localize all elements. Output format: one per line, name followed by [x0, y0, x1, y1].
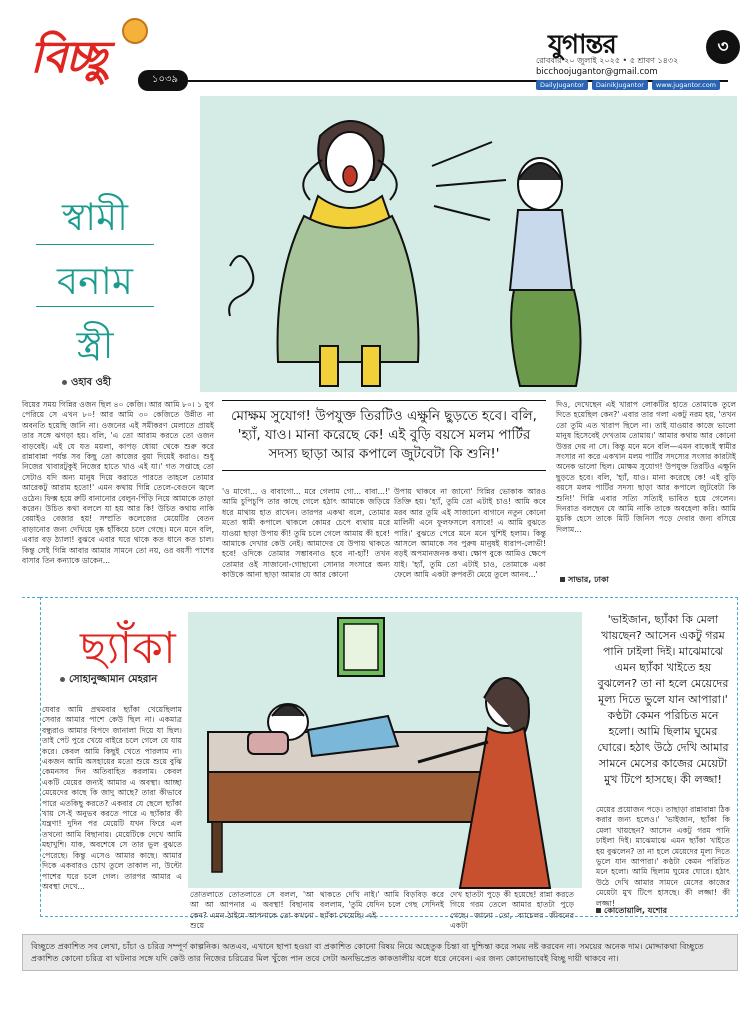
- masthead: [0, 0, 753, 92]
- story2-title: ছ্যাঁকা: [80, 623, 176, 674]
- cartoon-drawing: [200, 96, 737, 392]
- story1-pull-quote: মোক্ষম সুযোগ! উপযুক্ত তিরটিও এক্ষুনি ছুড়তে হবে। বলি, 'হ্যাঁ, যাও। মানা করেছে কে! এই বুড়ি বয়সে মলম পার্টির সদস্য ছাড়া আর কপালে জুটবেটা কি শুনি!': [222, 400, 546, 471]
- bullet-icon: [60, 677, 65, 682]
- story2-column-4: দেখ হাতটা পুড়ে কী হয়েছে! রান্না করতে গিয়ে গরম তেলে আমার হাতটা পুড়ে গেছে। জানো তো, ব্যাচেলর জীবনের একটা: [450, 890, 574, 931]
- facebook-link[interactable]: DailyJugantor: [536, 80, 588, 90]
- story1-column-4: দিও, দেখেছেন এই খারাপ লোকটির হাতে তোমাকে তুলে দিতে হয়েছিল কেন?' এবার তার গলা একটু নরম হয়, 'তখন তো তুমি এত খারাপ ছিলে না। তাই যাওয়ার কাজে ভালো মানুষ হিসেবেই দেখতাম তোমায়।' আমার কথায় আর কোনো উত্তর দেয় না সে। কিন্তু মনে মনে বলি—এমন বাক্যেই স্বামীর সংসার না করে একখান মলম পার্টির সদস্যের সংসার কারটাই অনেক ভালো ছিল। মোক্ষম সুযোগ! উপযুক্ত তিরটিও এক্ষুনি ছুড়তে হবে। বলি, 'হ্যাঁ, যাও। মানা করেছে কে! এই বুড়ি বয়সে মলম পার্টির সদস্য ছাড়া আর কপালে জুটবেটা কি শুনি!' গিন্নি এবার সত্যি সত্যিই ভাবিত হয়ে গেলেন। দিনরাত বলছেন যে আমি নাকি তাকে অবহেলা করি। আমি মুচকি হেসে তাকে মিটি জিনিস পড়ে দেবার জন্য বসিয়ে দিলাম...: [556, 400, 736, 534]
- story1-title-word-3: স্ত্রী: [76, 323, 114, 367]
- square-bullet-icon: [596, 908, 601, 913]
- newspaper-logo[interactable]: যুগান্তর: [548, 30, 616, 60]
- story1-column-3: উপায় থাকবে না জানো' গিন্নির ভোকাক আরও তিক্তি হয়। 'হ্যাঁ, তুমি তো এটাই চাও! আমি কবে মরব আর তুমি এই সাজানো বাগানে নতুন কোনো মালিনী এনে ফুলফসলে বসাবে! এ আমি বুঝতে পারি।' বুঝতে পেরে মনে মনে খুশিই হলাম। কিন্তু আসলে আমাকে সব পুরুষ মানুষই ধারাপ-লোভী! বড়ই অপমানজনক কথা। ক্ষোপ বুকে আমিও ক্ষেপে যাই। 'হ্যাঁ, তুমি তো এটাই চাও, তোমাকে একা ফেলে আমি একটা রুপবতী মেয়ে তুলে আনব...': [394, 487, 546, 580]
- title-divider: [36, 306, 154, 307]
- story2-byline: [60, 672, 157, 689]
- story2-column-2: তোতলাতে তোতলাতে সে বলল, 'আ আ আ আপনার এ অবস্থা! বিছানায় কেন? এমন ঠাইমে আপনাকে তো কখনো শুয়ে: [190, 890, 314, 931]
- story2-column-1: যেবার আমি প্রথমবার ছ্যাঁকা খেয়েছিলাম সেবার আমার পাশে কেউ ছিল না। একমাত্র বন্ধুরাও আমার বিপদে জানালা দিয়ে যা ছিল। তাই পেট পুরে খেয়ে বাইরে চলে গেলে যে যায় করে। কেবল আমি কিছুই খেতে পারলাম না। একজন আমি অসহায়ের মতো শুয়ে শুয়ে বুঝি কেমনসব দিন অতিবাহিত করলাম। কেবল একটি মেয়ের জন্যই আমার এ অবস্থা। আচ্ছা মেয়েদের কাছে কি জাদু আছে? তারা কীভাবে পারে এতকিছু করতে? একবার যে ছেলে ছ্যাঁকা খায় সে-ই অনুভব করতে পারে এ ছ্যাঁকার কী যন্ত্রণা! দুদিন পর মেয়েটি যখন ফিরে এল তখনো আমি বিছানায়। মেয়েটিকে দেখে আমি মহাখুশি। যাক, অবশেষে সে তার ভুল বুঝতে পেরেছে। কিন্তু এসেও আমার কাছে। আমার দিকে একবারও চোখ তুলে তাকাল না, উল্টো পাশের ঘরে চলে গেল। তারপর আমার এ অবস্থা দেখে...: [42, 705, 182, 891]
- story1-source-text: সাভার, ঢাকা: [568, 575, 609, 584]
- story2-source-text: কোতোয়ালি, যশোর: [604, 906, 668, 915]
- page-number: ৩: [706, 30, 740, 64]
- story2-pull-quote: 'ভাইজান, ছ্যাঁকা কি মেলা খায়ছেন? আসেন একটু গরম পানি ঢাইলা দিই। মাঝেমাঝে এমন ছ্যাঁকা খাইতে হয় বুঝলেন? তা না হলে মেয়েদের মূল্য দিতে ভুলে যান আপারা।' কণ্ঠটা কেমন পরিচিত মনে হলো। আমি ছিলাম ঘুমের ঘোরে। হঠাৎ উঠে দেখি আমার সামনে মেসের কাজের মেয়েটা মুখ টিপে হাসছে। কী লজ্জা!: [597, 613, 729, 786]
- mascot-icon: [122, 18, 148, 44]
- twitter-link[interactable]: DainikJugantor: [592, 80, 648, 90]
- story1-column-1: বিয়ের সময় গিন্নির ওজন ছিল ৪০ কেজি। আর আমি ৮০। ১ যুগ পেরিয়ে সে এখন ৮০! আর আমি ৩০ কেজিতে উন্নীত না অবনতি হয়েছি জানি না। ওজনের এই সমীকরণ মেলাতে প্রায়ই তার সঙ্গে ঝগড়া হয়। বলি, 'এ তো আরাম করতে তো ওজন বাড়বেই। এই যে যত ময়লা, কাপড় ধোয়া থেকে শুরু করে রান্নাবান্না পর্যন্ত সব কিছু তো কাজের বুয়া দিয়েই করাও। শুধু নিজের খাবারটুকুই নিজের হাতে খাও এই যা।' গত সপ্তাহে তো সেটাও যদি অন্য মানুষ দিয়ে করাতে পারতে তাহলে তোমার আরেকটু আরাম হতো!' এমন কথায় গিন্নি তেলে-বেগুনে জ্বলে ওঠেন। ফিক্স হয়ে রুটি বানানোর বেলুন-পিঁড়ি নিয়ে আমাকে তাড়া করেন। উচিত কথা বললে যা হয় আর কি! উচিত কথায় নাকি বেয়াইও বেজার হয়! সম্প্রতি কলেজের মেয়েটির বেতন বাড়ানোর জন্য দেখিয়ে দুষ্ক হাঁকিয়ে চলে গেছে। মনে মনে বলি, এবার বড় ঠ্যালা! বুঝবে এবার ঘরে থাকে কত ধানে কত চাল। কিন্তু সেই গিন্নি আবার আমার সামনে তো নয়, ওর বয়সী পাশের বাসার তিন কন্যাকে ডাকেন...: [22, 400, 214, 566]
- story2-author: সোহানুজ্জামান মেহরান: [69, 674, 158, 685]
- story1-author: ওহাব ওহী: [71, 377, 112, 388]
- social-links: [536, 80, 720, 90]
- contact-email[interactable]: bicchoojugantor@gmail.com: [536, 67, 658, 77]
- section-logo-word: বিচ্ছু: [30, 32, 105, 83]
- story2-column-5: মেয়ের প্রয়োজন পড়ে। তাছাড়া রান্নাবান্না ঠিক করার জন্য হলেও।' 'ভাইজান, ছ্যাঁকা কি মেলা খায়ছেন? আসেন একটু গরম পানি ঢাইলা দিই। মাঝেমাঝে এমন ছ্যাঁকা খাইতে হয় বুঝলেন? তা না হলে মেয়েদের মূল্য দিতে ভুলে যান আপারা।' কণ্ঠটা কেমন পরিচিত মনে হলো। আমি ছিলাম ঘুমের ঘোরে। হঠাৎ উঠে দেখি আমার সামনে মেসের কাজের মেয়েটা মুখ টিপে হাসছে। কী লজ্জা! কী লজ্জা!: [596, 805, 730, 908]
- story1-column-2: 'ও মাগো... ও বাবাগো... মরে গেলাম গো... বাবা...!' আমি চুপিচুপি তার কাছে গেলে হঠাৎ আমাকে জড়িয়ে ধরে মাথায় হাত রাখেন। তারপর একথা বলে, তোমার মতো স্বামী কপালে থাকলে কোমর চেপে ব্যথায় মরে যাওয়া ছাড়া উপায় কী! তুমি চলে গেলে আমায় কী হবে! আমাকে দেখার কেউ নেই। আমাদের যে উপায় থাকতে হবে! ওদিকে তোমার সম্ভাবনাও হবে না-হ্যাঁ! তখন তোমার ওই সাজানো-গোছানো সোনার সংসারে অন্য কাউকে আনা ছাড়া আমার যে আর কোনো: [222, 487, 390, 580]
- story1-title-word-1: স্বামী: [61, 195, 129, 239]
- story2-source: [596, 905, 667, 918]
- story1-source: [560, 574, 609, 587]
- website-link[interactable]: www.jugantor.com: [652, 80, 720, 90]
- bullet-icon: [62, 380, 67, 385]
- cartoon-bed-scene: [188, 612, 582, 888]
- dateline: রোববার ২০ জুলাই ২০২৫ • ৫ শ্রাবণ ১৪৩২: [536, 56, 679, 65]
- disclaimer-footer: বিচ্ছুতে প্রকাশিত সব লেখা, চাঁচা ও চরিত্র সম্পূর্ণ কাল্পনিক। অতএব, এখানে ছাপা হওয়া বা প্রকাশিত কোনো বিষয় নিয়ে অহেতুক চিন্তা বা দুশ্চিন্তা করে সময় নষ্ট করবেন না। সময়ের অনেক দাম। মোদ্দাকথা বিচ্ছুতে প্রকাশিত কোনো চরিত্র বা ঘটনার সঙ্গে যদি কেউ তার নিজের চরিত্রের মিল খুঁজে পান তবে সেটা অনভিপ্রেত কাকতালীয় বলে ধরে নেবেন। এর জন্য কোনোভাবেই বিচ্ছু দায়ী থাকবে না।: [22, 934, 738, 971]
- title-divider: [36, 244, 154, 245]
- cartoon-husband-wife: [200, 96, 737, 392]
- story1-title-word-2: বনাম: [57, 259, 133, 303]
- story1-byline: [62, 375, 111, 392]
- cartoon-drawing-2: [188, 612, 582, 888]
- story2-column-3: থাকতে দেখি নাই।' আমি বিড়বিড় করে বললাম, 'তুমি যেদিন চলে গেছ সেদিনই ছ্যাঁকা খেয়েছি। এই: [320, 890, 444, 920]
- square-bullet-icon: [560, 577, 565, 582]
- issue-number: ১০৩৯: [138, 70, 188, 91]
- frame-corner: [22, 597, 40, 598]
